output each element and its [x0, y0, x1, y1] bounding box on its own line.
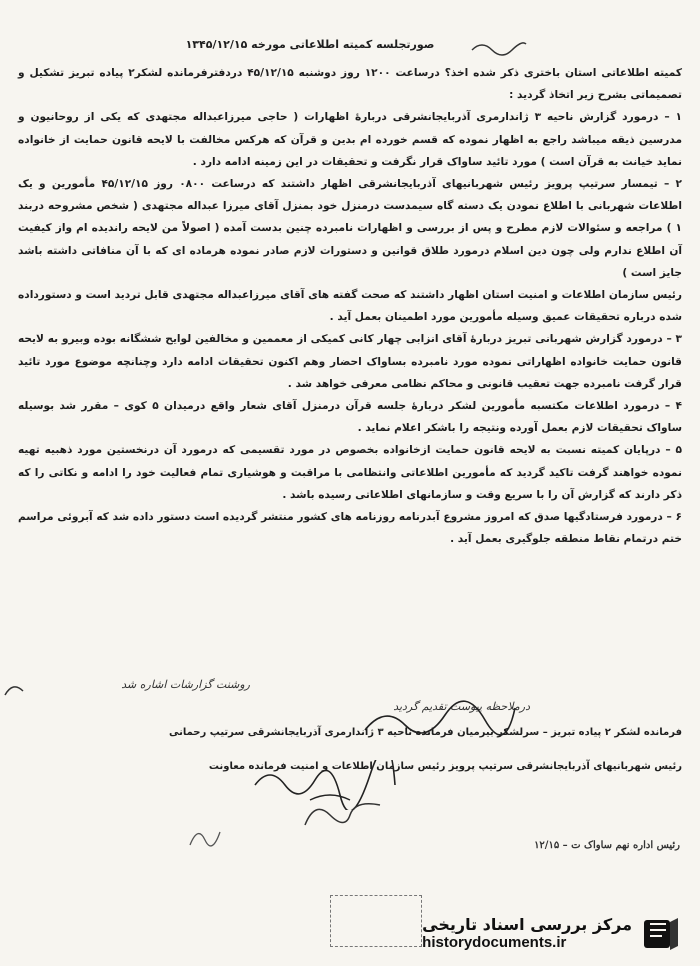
stamp-placeholder [330, 895, 422, 947]
signatures-line-2: رئیس شهربانیهای آذربایجانشرقی سرتیپ پرویز رئیس سازمان اطلاعات و امنیت فرمانده معاونت [208, 761, 682, 772]
corner-mark-icon [0, 675, 30, 705]
paragraph-7: ۶ – درمورد فرستادگیها صدق که امروز مشروع آبدرنامه روزنامه های کشور منتشر گردیده است دستور داده شد که آبروئی مراسم ختم درتمام نقاط منطقه جلوگیری بعمل آید . [18, 511, 682, 546]
title-scribble-icon [470, 38, 530, 56]
paragraph-1: ۱ – درمورد گزارش ناحیه ۳ ژاندارمری آذربایجانشرقی دربارهٔ اظهارات ( حاجی میرزاعبداله مجتهدی که یکی از روحانیون و مدرسین ذیقه میباشد راجع به اظهار نموده که قسم خورده ام بدین و قرآن که هرکس مخالفت با لایحه قانون حمایت از خانواده نماید خیانت به قرآن است ) مورد تائید ساواک قرار نگرفت و تحقیقات در این زمینه ادامه دارد . [18, 111, 683, 168]
signatures-line-1: فرمانده لشکر ۲ پیاده تبریز – سرلشکر بیرمیان فرمانده ناحیه ۳ ژاندارمری آذربایجانشرقی سرتیپ رحمانی [168, 727, 682, 738]
archive-logo [422, 914, 680, 952]
document-body [18, 62, 682, 550]
intro-paragraph: کمیته اطلاعاتی استان باختری ذکر شده اخذ؟ درساعت ۱۲۰۰ روز دوشنبه ۴۵/۱۲/۱۵ دردفترفرمانده لشکر۲ پیاده تبریز تشکیل و تصمیماتی بشرح زیر اتخاذ گردید : [18, 67, 683, 102]
signature-scribble-icon [360, 700, 520, 740]
bottom-note: رئیس اداره نهم ساواک ت – ۱۲/۱۵ [534, 840, 680, 851]
paragraph-6: ۵ – درپایان کمیته نسبت به لایحه قانون حمایت ازخانواده بخصوص در مورد تقسیمی که درمورد آن درنخستین مورد ذهبیه تهیه نموده خواهند گرفت تاکید گردید که مأمورین اطلاعاتی وانتظامی با مراقبت و هوشیاری تمام فعالیت خود را ادامه و نکاتی را که ذکر دارند که گزارش آن را با سریع وقت و سازمانهای اطلاعاتی رسیده باشد . [18, 444, 682, 501]
signature-scribble-icon [300, 795, 390, 835]
archive-title: مرکز بررسی اسناد تاریخی [422, 915, 632, 934]
marginal-note: درملاحظه پیوست تقدیم گردید [393, 700, 530, 713]
handwritten-note: روشنت گزارشات اشاره شد [121, 678, 250, 691]
signature-scribble-icon [185, 820, 225, 855]
archive-url[interactable]: historydocuments.ir [422, 934, 567, 951]
archive-book-icon [642, 914, 680, 952]
paragraph-3: رئیس سازمان اطلاعات و امنیت استان اظهار داشتند که صحت گفته های آقای میرزاعبداله مجتهدی قابل تردید است و دستورداده شده درباره تحقیقات عمیق وسیله مأمورین مورد اطمینان بعمل آید . [18, 289, 682, 324]
paragraph-5: ۴ – درمورد اطلاعات مکتسبه مأمورین لشکر دربارهٔ جلسه قرآن درمنزل آقای شعار واقع درمیدان ۵ کوی – مقرر شد بوسیله ساواک تحقیقات لازم بعمل آورده ونتیجه را باشکر اعلام نماید . [18, 400, 682, 435]
paragraph-4: ۳ – درمورد گزارش شهربانی تبریز دربارهٔ آقای انزابی چهار کانی کمیکی از معممین و مخالفین لوایح ششگانه بوده وبیرو به لایحه قانون حمایت خانواده اظهاراتی نموده مورد نامبرده بساواک احضار وهم اکنون تحقیقات ادامه دارد وچنانچه موضوع مورد تائید قرار گرفت نامبرده جهت تعقیب قانونی و محاکم نظامی معرفی خواهد شد . [18, 333, 682, 390]
document-title: صورتجلسه کمیته اطلاعاتی مورخه ۱۳۴۵/۱۲/۱۵ [185, 38, 435, 51]
paragraph-2: ۲ – تیمسار سرتیپ پرویز رئیس شهربانیهای آذربایجانشرقی اظهار داشتند که درساعت ۰۸۰۰ روز ۴۵/۱۲/۱۵ مأمورین و یک اطلاعات شهربانی با اطلاع نمودن یک دسته گاه سیمدست درمنزل خود بمنزل آقای میرزا عبداله مجتهدی ( شخص مشروحه دربند ۱ ) مراجعه و سئوالات لازم مطرح و پس از بررسی و اظهارات نامبرده چنین بدست آمده ( اصولاً من لایحه راندیده ام واز کیفیت آن اطلاع ندارم ولی چون دین اسلام درمورد طلاق قوانین و دستورات لازم صادر نموده هرماده ای که با آن منافاتی داشته باشد جایز است ) [18, 178, 682, 279]
